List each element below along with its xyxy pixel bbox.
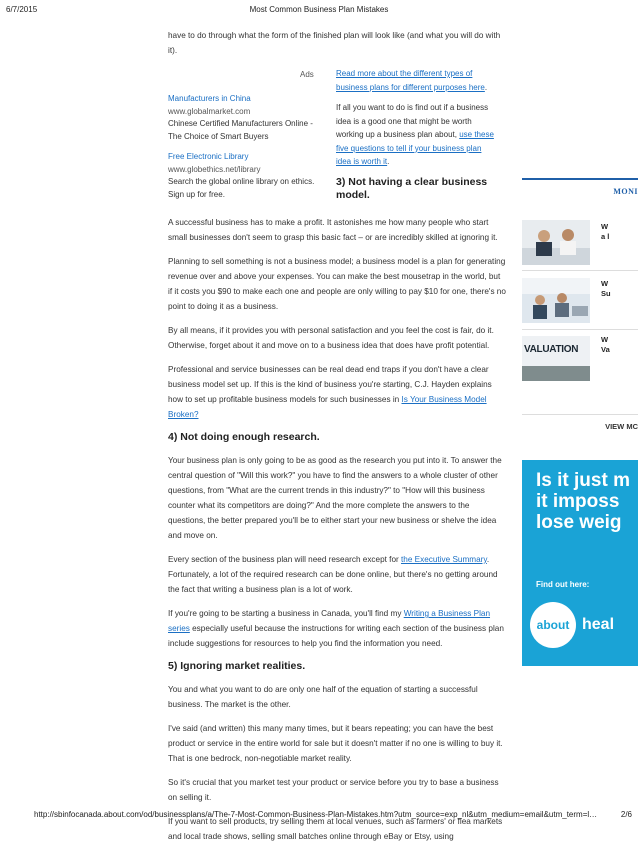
paragraph: Your business plan is only going to be as good as the research you put into it. To answer the central question of "Will this work?" you have to find the answers to a whole cluster of other questions, from "What are the current trends in this industry?" to "How will this business counter what its competitors are doing?" And the more complete the answers to the questions, the better prepared you'll be to either start your new business or shelve the idea and move on.	[168, 456, 502, 540]
print-title: Most Common Business Plan Mistakes	[249, 5, 389, 14]
ad-title[interactable]: Free Electronic Library	[168, 152, 249, 161]
business-model-broken-link[interactable]: Is Your Business Model Broken?	[168, 395, 487, 419]
ad-description: Search the global online library on ethics. Sign up for free.	[168, 177, 315, 199]
meeting-photo-icon	[522, 220, 590, 265]
ads-label: Ads	[300, 70, 314, 79]
ad-description: Chinese Certified Manufacturers Online - The Choice of Smart Buyers	[168, 119, 313, 141]
sidebar-thumb-office[interactable]	[522, 278, 590, 323]
paragraph: I've said (and written) this many many times, but it bears repeating; you can have the best product or service in the entire world for sale but it doesn't matter if no one is willing to buy it. That is one bedrock, non-negotiable market reality.	[168, 724, 503, 763]
paragraph: Every section of the business plan will need research except for the Executive Summary. Fortunately, a lot of the required research can be done online, but there's no getting around the fact that writing a business plan is a lot of work.	[168, 555, 498, 594]
types-link[interactable]: Read more about the different types of business plans for different purposes here	[336, 69, 485, 92]
divider	[522, 414, 638, 415]
heading-market-realities: 5) Ignoring market realities.	[168, 660, 306, 672]
intro-paragraph: have to do through what the form of the finished plan will look like (and what you will do with it).	[168, 31, 501, 55]
executive-summary-link[interactable]: the Executive Summary	[401, 555, 487, 564]
paragraph: A successful business has to make a profit. It astonishes me how many people who start small businesses don't seem to grasp this basic fact – or are incredibly skilled at ignoring it.	[168, 218, 498, 242]
ad-find-out: Find out here:	[536, 580, 590, 589]
print-date: 6/7/2015	[6, 5, 38, 14]
sidebar-heading: MONI	[613, 187, 638, 196]
ad-url: www.globethics.net/library	[168, 164, 261, 174]
types-paragraph: Read more about the different types of business plans for different purposes here.	[336, 69, 488, 92]
five-questions-paragraph: If all you want to do is find out if a business idea is a good one that might be worth working up a business plan about, use these five questions to tell if your business plan idea is worth it.	[336, 103, 494, 166]
ad-item[interactable]	[168, 93, 318, 143]
view-more-link[interactable]: VIEW MC	[605, 422, 638, 431]
paragraph: If you want to sell products, try selling them at local venues, such as farmers' or flea markets and local trade shows, selling small batches online through eBay or Etsy, using	[168, 817, 503, 841]
office-photo-icon	[522, 278, 590, 323]
sidebar-thumb-valuation[interactable]	[522, 336, 590, 381]
paragraph: You and what you want to do are only one half of the equation of starting a successful business. The market is the other.	[168, 685, 478, 709]
article-body	[168, 28, 506, 853]
paragraph: By all means, if it provides you with personal satisfaction and you feel the cost is fair, do it. Otherwise, forget about it and move on to a business idea that does have profit potential.	[168, 326, 494, 350]
sidebar-item-title[interactable]: W Va	[601, 335, 610, 354]
page-number: 2/6	[620, 810, 632, 819]
paragraph: So it's crucial that you market test your product or service before you try to base a business on selling it.	[168, 778, 499, 802]
ad-item[interactable]	[168, 151, 318, 201]
sidebar-rule	[522, 178, 638, 180]
ad-url: www.globalmarket.com	[168, 106, 251, 116]
sidebar-widget	[522, 178, 638, 431]
print-url: http://sbinfocanada.about.com/od/businessplans/a/The-7-Most-Common-Business-Plan-Mistakes.htm?utm_source=exp_nl&utm_medium=email&utm_term=l…	[34, 810, 598, 819]
valuation-photo-icon	[522, 336, 590, 381]
ad-title[interactable]: Manufacturers in China	[168, 94, 251, 103]
business-plan-series-link[interactable]: Writing a Business Plan series	[168, 609, 491, 633]
sidebar-thumb-meeting[interactable]	[522, 220, 590, 265]
right-column	[336, 67, 496, 202]
divider	[522, 329, 638, 330]
about-logo: about	[530, 602, 576, 648]
sidebar-item-title[interactable]: W a l	[601, 222, 610, 241]
ads-and-links-section	[168, 67, 506, 215]
heading-business-model: 3) Not having a clear business model.	[336, 175, 488, 201]
paragraph: Planning to sell something is not a business model; a business model is a plan for generating revenue over and above your expenses. You can make the best mousetrap in the world, but if it costs you $90 to make each one and people are only willing to pay $10 for one, there's no point to doing it as a business.	[168, 257, 506, 311]
divider	[522, 270, 638, 271]
heading-research: 4) Not doing enough research.	[168, 431, 320, 443]
ad-brand: heal	[582, 616, 615, 633]
paragraph: If you're going to be starting a business in Canada, you'll find my Writing a Business Plan series especially useful because the instructions for writing each section of the business plan include suggestions for resources to help you find the information you need.	[168, 609, 504, 648]
valuation-label: VALUATION	[524, 344, 579, 355]
weight-loss-ad[interactable]	[522, 460, 638, 666]
ad-headline: Is it just m it imposs lose weig	[536, 470, 630, 533]
five-questions-link[interactable]: use these five questions to tell if your business plan idea is worth it	[336, 130, 494, 166]
paragraph: Professional and service businesses can be real dead end traps if you don't have a clear business model set up. If this is the kind of business you're starting, C.J. Hayden explains how to set up profitable business models for such businesses in Is Your Business Model Broken?	[168, 365, 492, 419]
sidebar-item-title[interactable]: W Su	[601, 279, 611, 298]
